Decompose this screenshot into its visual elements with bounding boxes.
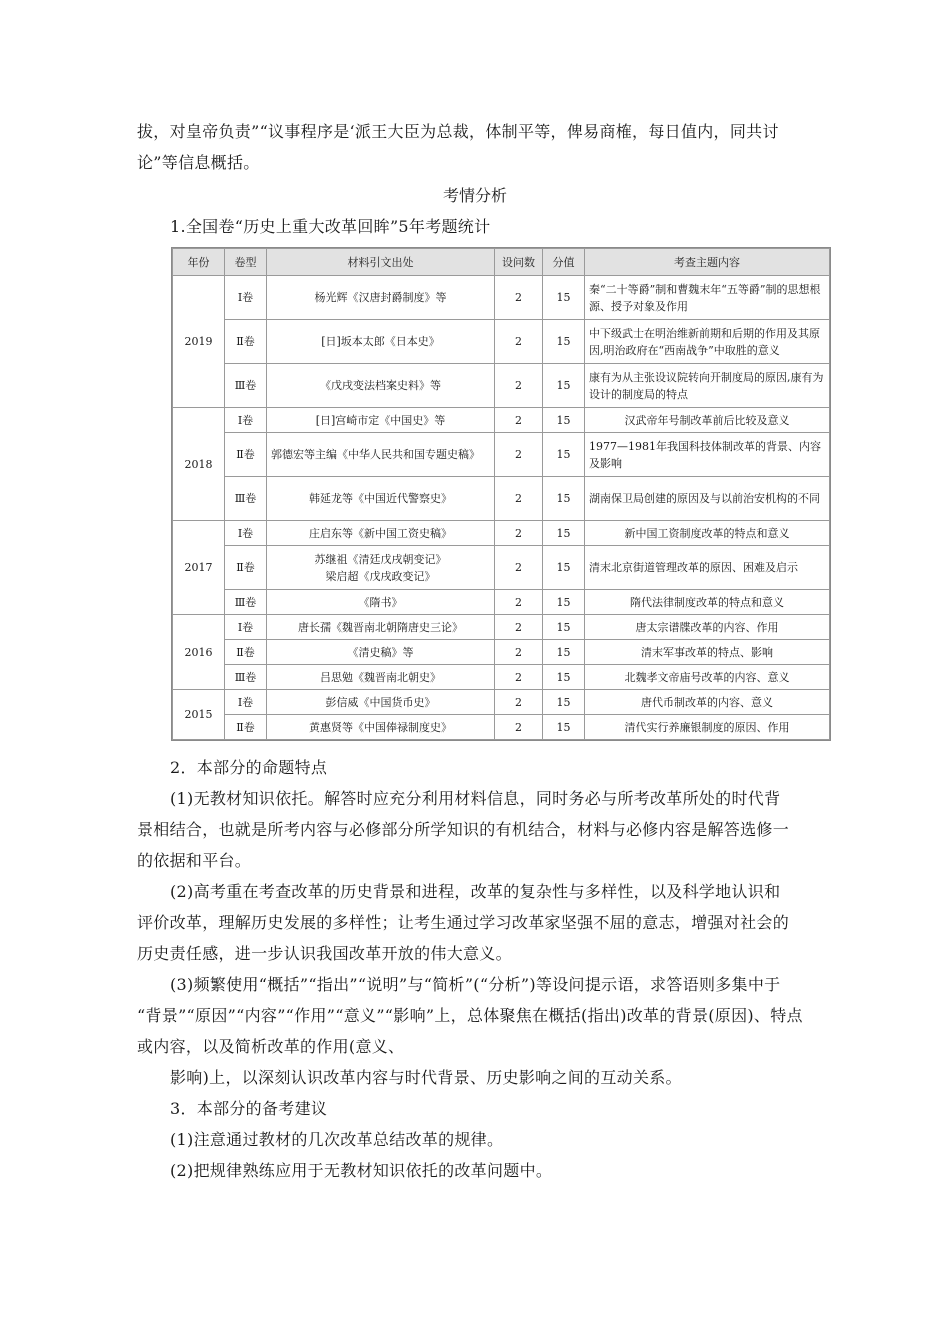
header-year: 年份	[173, 249, 225, 276]
source-cell: 彭信威《中国货币史》	[267, 690, 495, 715]
table-row	[173, 690, 830, 715]
paper-cell: Ⅰ卷	[225, 615, 267, 640]
paper-cell: Ⅰ卷	[225, 408, 267, 433]
table-row	[173, 320, 830, 364]
paper-cell: Ⅲ卷	[225, 364, 267, 408]
questions-cell: 2	[495, 364, 543, 408]
paper-cell: Ⅲ卷	[225, 665, 267, 690]
paper-cell: Ⅱ卷	[225, 640, 267, 665]
questions-cell: 2	[495, 640, 543, 665]
section-title: 考情分析	[442, 186, 507, 205]
source-cell: 庄启东等《新中国工资史稿》	[267, 521, 495, 546]
paper-cell: Ⅰ卷	[225, 276, 267, 320]
section-2-p1-line-2: 景相结合，也就是所考内容与必修部分所学知识的有机结合，材料与必修内容是解答选修一	[137, 820, 790, 839]
score-cell: 15	[543, 320, 585, 364]
source-cell: 唐长孺《魏晋南北朝隋唐史三论》	[267, 615, 495, 640]
table-row	[173, 408, 830, 433]
questions-cell: 2	[495, 276, 543, 320]
section-2-p2-line-3: 历史责任感，进一步认识我国改革开放的伟大意义。	[137, 944, 512, 963]
paper-cell: Ⅱ卷	[225, 715, 267, 740]
score-cell: 15	[543, 640, 585, 665]
section-2-p2-line-2: 评价改革，理解历史发展的多样性；让考生通过学习改革家坚强不屈的意志，增强对社会的	[137, 913, 790, 932]
score-cell: 15	[543, 408, 585, 433]
score-cell: 15	[543, 521, 585, 546]
questions-cell: 2	[495, 665, 543, 690]
header-source: 材料引文出处	[267, 249, 495, 276]
table-row	[173, 615, 830, 640]
header-topic: 考查主题内容	[585, 249, 830, 276]
section-2-p3-line-4: 影响)上，以深刻认识改革内容与时代背景、历史影响之间的互动关系。	[170, 1068, 682, 1087]
paper-cell: Ⅲ卷	[225, 477, 267, 521]
section-2-p1-line-1: (1)无教材知识依托。解答时应充分利用材料信息，同时务必与所考改革所处的时代背	[170, 789, 781, 808]
year-cell: 2015	[173, 690, 225, 740]
source-cell: 韩延龙等《中国近代警察史》	[267, 477, 495, 521]
score-cell: 15	[543, 546, 585, 590]
section-3-item-2: (2)把规律熟练应用于无教材知识依托的改革问题中。	[170, 1161, 553, 1180]
table-row	[173, 364, 830, 408]
table-row	[173, 590, 830, 615]
score-cell: 15	[543, 276, 585, 320]
table-row	[173, 715, 830, 740]
topic-cell: 中下级武士在明治维新前期和后期的作用及其原因,明治政府在“西南战争”中取胜的意义	[585, 320, 830, 364]
source-line-2: 梁启超《戊戌政变记》	[325, 569, 436, 583]
source-cell: 《戊戌变法档案史料》等	[267, 364, 495, 408]
table-heading: 1.全国卷“历史上重大改革回眸”5年考题统计	[170, 217, 491, 236]
source-cell: 杨光辉《汉唐封爵制度》等	[267, 276, 495, 320]
section-3-title: 3．本部分的备考建议	[170, 1099, 328, 1118]
questions-cell: 2	[495, 433, 543, 477]
paper-cell: Ⅱ卷	[225, 433, 267, 477]
section-2-p3-line-2: “背景”“原因”“内容”“作用”“意义”“影响”上，总体聚焦在概括(指出)改革的背景(原因)、特点	[137, 1006, 803, 1025]
paper-cell: Ⅰ卷	[225, 690, 267, 715]
header-paper: 卷型	[225, 249, 267, 276]
section-2-p3-line-3: 或内容，以及简析改革的作用(意义、	[137, 1037, 405, 1056]
section-2-title: 2．本部分的命题特点	[170, 758, 328, 777]
table-row	[173, 640, 830, 665]
paper-cell: Ⅱ卷	[225, 320, 267, 364]
paper-cell: Ⅱ卷	[225, 546, 267, 590]
source-cell: [日]坂本太郎《日本史》	[267, 320, 495, 364]
paper-cell: Ⅰ卷	[225, 521, 267, 546]
score-cell: 15	[543, 665, 585, 690]
questions-cell: 2	[495, 615, 543, 640]
topic-cell: 清末军事改革的特点、影响	[585, 640, 830, 665]
source-cell: 吕思勉《魏晋南北朝史》	[267, 665, 495, 690]
questions-cell: 2	[495, 521, 543, 546]
topic-cell: 清代实行养廉银制度的原因、作用	[585, 715, 830, 740]
score-cell: 15	[543, 590, 585, 615]
source-cell: 《清史稿》等	[267, 640, 495, 665]
topic-cell: 康有为从主张设议院转向开制度局的原因,康有为设计的制度局的特点	[585, 364, 830, 408]
topic-cell: 隋代法律制度改革的特点和意义	[585, 590, 830, 615]
table-row	[173, 546, 830, 590]
year-cell: 2019	[173, 276, 225, 408]
header-score: 分值	[543, 249, 585, 276]
topic-cell: 新中国工资制度改革的特点和意义	[585, 521, 830, 546]
source-cell: [日]宫崎市定《中国史》等	[267, 408, 495, 433]
table-row	[173, 665, 830, 690]
source-line-1: 苏继祖《清廷戊戌朝变记》	[314, 552, 447, 566]
section-2-p2-line-1: (2)高考重在考查改革的历史背景和进程，改革的复杂性与多样性，以及科学地认识和	[170, 882, 781, 901]
top-paragraph-line-2: 论”等信息概括。	[137, 153, 260, 172]
year-cell: 2017	[173, 521, 225, 615]
topic-cell: 1977—1981年我国科技体制改革的背景、内容及影响	[585, 433, 830, 477]
topic-cell: 唐代币制改革的内容、意义	[585, 690, 830, 715]
exam-statistics-table	[171, 247, 831, 741]
table-row	[173, 477, 830, 521]
score-cell: 15	[543, 715, 585, 740]
score-cell: 15	[543, 477, 585, 521]
header-questions: 设问数	[495, 249, 543, 276]
table-row	[173, 521, 830, 546]
score-cell: 15	[543, 433, 585, 477]
topic-cell: 唐太宗谱牒改革的内容、作用	[585, 615, 830, 640]
questions-cell: 2	[495, 590, 543, 615]
score-cell: 15	[543, 690, 585, 715]
section-2-p3-line-1: (3)频繁使用“概括”“指出”“说明”与“简析”(“分析”)等设问提示语，求答语则多集中于	[170, 975, 781, 994]
source-cell	[267, 546, 495, 590]
table-row	[173, 433, 830, 477]
score-cell: 15	[543, 364, 585, 408]
score-cell: 15	[543, 615, 585, 640]
paper-cell: Ⅲ卷	[225, 590, 267, 615]
table-row	[173, 276, 830, 320]
questions-cell: 2	[495, 690, 543, 715]
source-cell: 郭德宏等主编《中华人民共和国专题史稿》	[267, 433, 495, 477]
questions-cell: 2	[495, 477, 543, 521]
top-paragraph-line-1: 拔，对皇帝负责”“议事程序是‘派王大臣为总裁，体制平等，俾易商榷，每日值内，同共讨	[137, 122, 779, 141]
questions-cell: 2	[495, 546, 543, 590]
topic-cell: 汉武帝年号制改革前后比较及意义	[585, 408, 830, 433]
table-header-row	[173, 249, 830, 276]
topic-cell: 清末北京街道管理改革的原因、困难及启示	[585, 546, 830, 590]
year-cell: 2018	[173, 408, 225, 521]
questions-cell: 2	[495, 320, 543, 364]
source-cell: 《隋书》	[267, 590, 495, 615]
questions-cell: 2	[495, 408, 543, 433]
questions-cell: 2	[495, 715, 543, 740]
year-cell: 2016	[173, 615, 225, 690]
source-cell: 黄惠贤等《中国俸禄制度史》	[267, 715, 495, 740]
topic-cell: 湖南保卫局创建的原因及与以前治安机构的不同	[585, 477, 830, 521]
section-2-p1-line-3: 的依据和平台。	[137, 851, 252, 870]
topic-cell: 北魏孝文帝庙号改革的内容、意义	[585, 665, 830, 690]
topic-cell: 秦“二十等爵”制和曹魏末年“五等爵”制的思想根源、授予对象及作用	[585, 276, 830, 320]
section-3-item-1: (1)注意通过教材的几次改革总结改革的规律。	[170, 1130, 504, 1149]
